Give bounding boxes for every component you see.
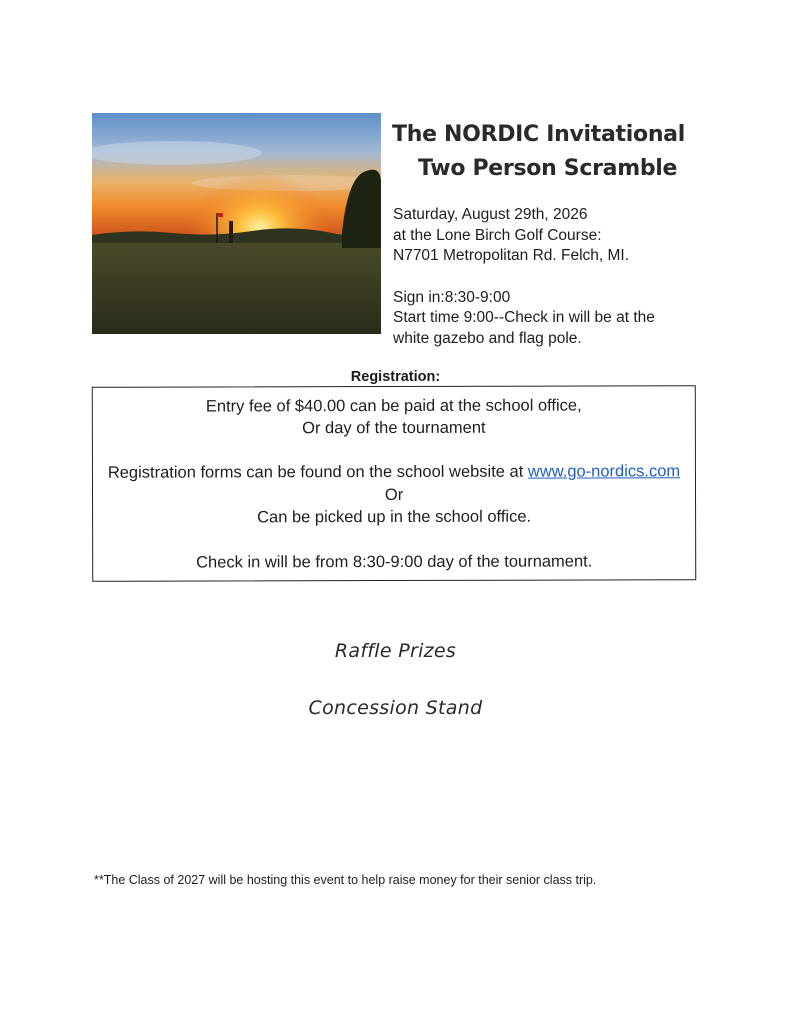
event-address: N7701 Metropolitan Rd. Felch, MI.: [393, 247, 630, 264]
concession-stand: Concession Stand: [308, 697, 483, 719]
footnote: **The Class of 2027 will be hosting this event to help raise money for their senior class trip.: [94, 873, 597, 887]
pickup-line: Can be picked up in the school office.: [257, 507, 532, 527]
event-date: Saturday, August 29th, 2026: [393, 206, 588, 223]
registration-box: [92, 385, 697, 582]
checkin-line: Check in will be from 8:30-9:00 day of the tournament.: [196, 552, 593, 572]
event-location: at the Lone Birch Golf Course:: [393, 226, 602, 244]
or-line: Or: [384, 485, 404, 505]
start-time-cont: white gazebo and flag pole.: [393, 329, 582, 347]
sign-in-time: Sign in:8:30-9:00: [393, 288, 511, 306]
event-title: [392, 118, 722, 186]
forms-text: Registration forms can be found on the school website at: [107, 462, 528, 482]
title-line-2: Two Person Scramble: [418, 156, 678, 181]
forms-line: [93, 462, 695, 483]
website-link[interactable]: www.go-nordics.com: [527, 462, 681, 481]
start-time: Start time 9:00--Check in will be at the: [393, 309, 655, 326]
raffle-prizes: Raffle Prizes: [334, 640, 457, 662]
sunset-image: [92, 113, 381, 334]
title-line-1: The NORDIC Invitational: [392, 122, 685, 147]
golf-sunset-photo: [92, 113, 381, 334]
fee-line-1: Entry fee of $40.00 can be paid at the school office,: [205, 396, 582, 416]
fee-line-2: Or day of the tournament: [302, 418, 486, 438]
registration-heading: Registration:: [350, 369, 441, 385]
event-details: [393, 205, 723, 349]
